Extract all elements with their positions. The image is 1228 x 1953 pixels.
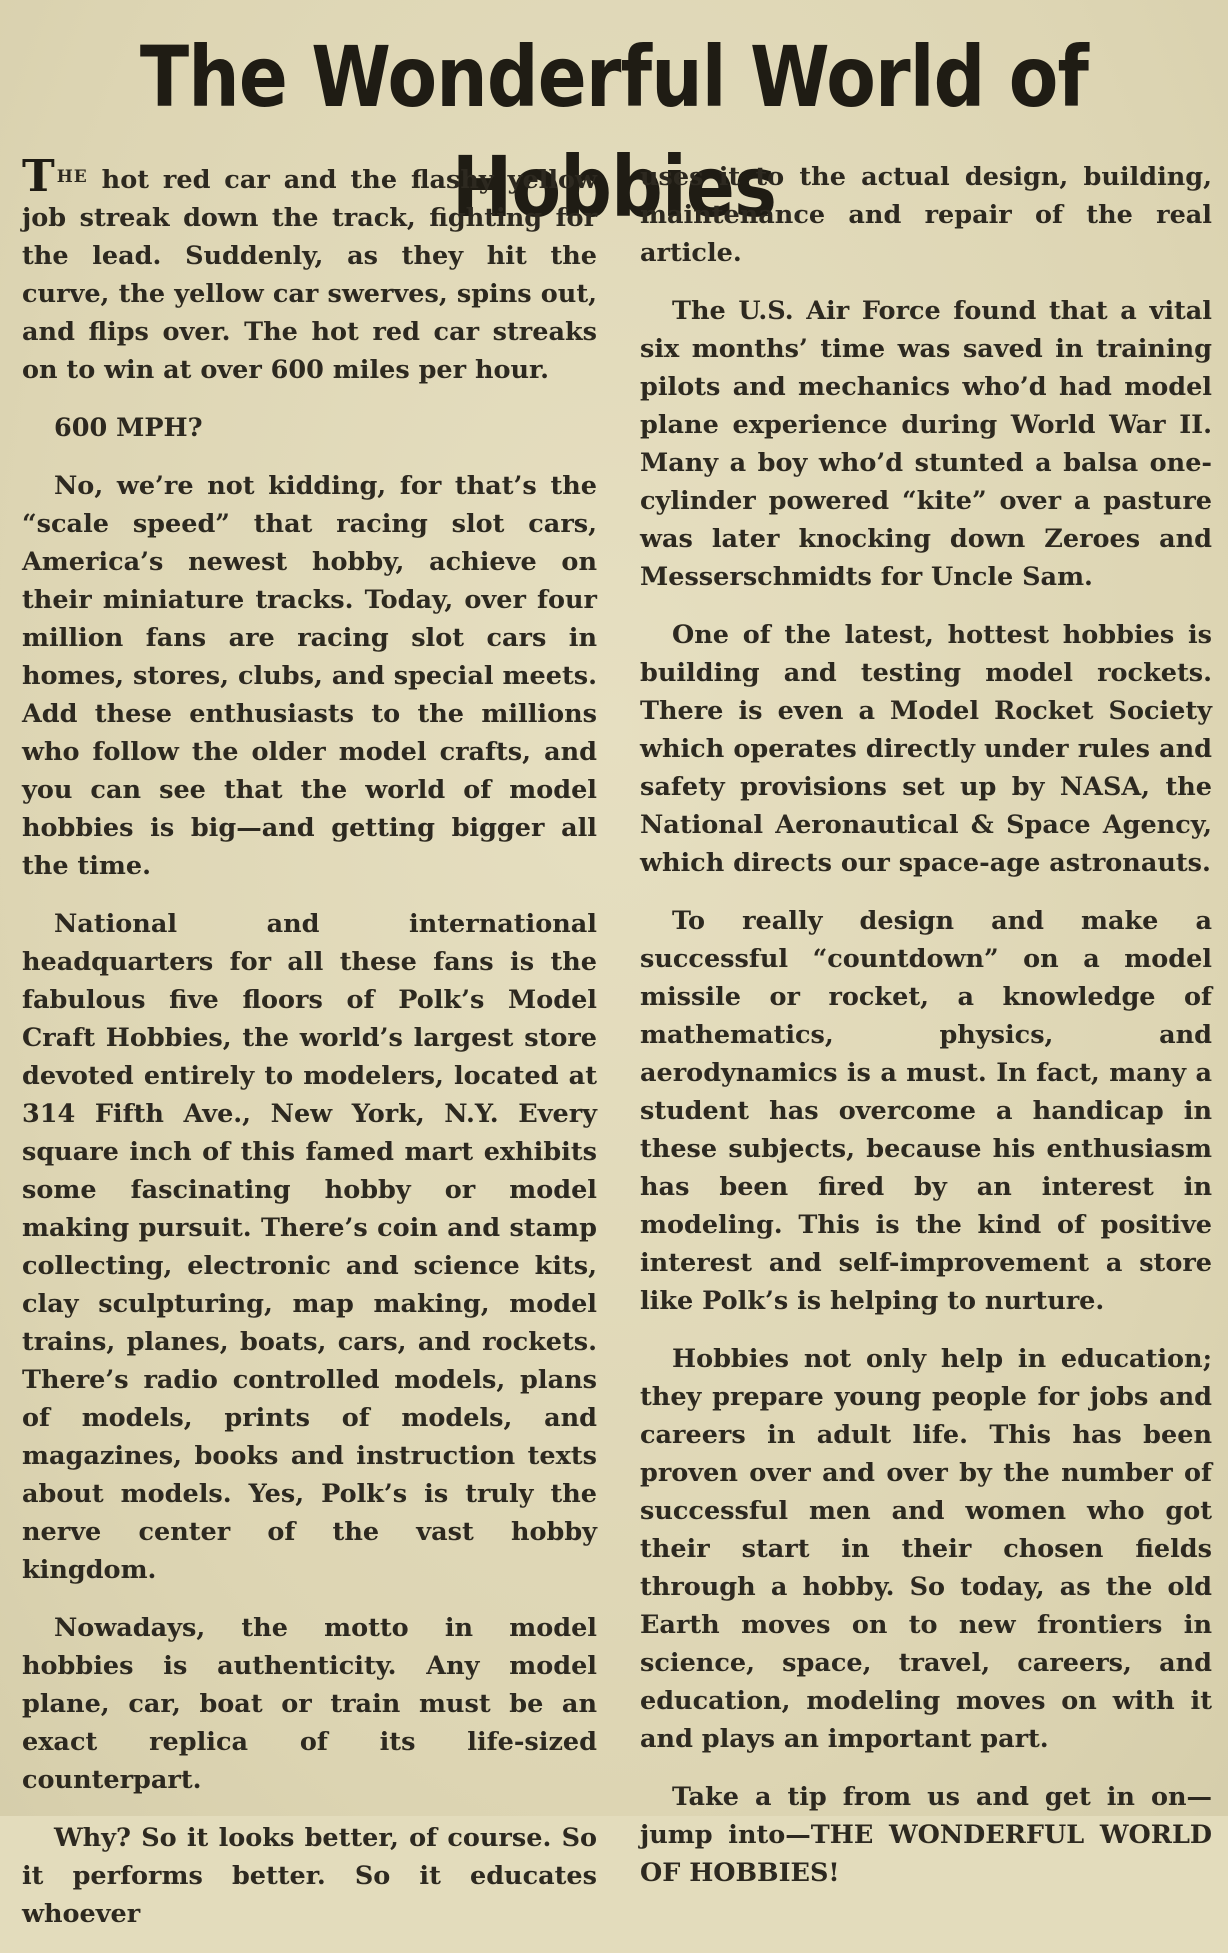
paragraph-headquarters: National and international headquarters for all these fans is the fabulous five floors of Polk’s Model Craft Hobbies, the world’s largest store devoted entirely to modelers, located at 314 Fifth Ave., New York, N.Y. Every square inch of this famed mart exhibits some fascinating hobby or model making pursuit. There’s coin and stamp collecting, electronic and science kits, clay sculpturing, map making, model trains, planes, boats, cars, and rockets. There’s radio controlled models, plans of models, prints of models, and magazines, books and instruction texts about models. Yes, Polk’s is truly the nerve center of the vast hobby kingdom. [22, 909, 597, 1585]
drop-cap: T [22, 151, 55, 202]
left-column [22, 151, 597, 1953]
headline: The Wonderful World of Hobbies [139, 28, 1089, 236]
paragraph-model-rockets: One of the latest, hottest hobbies is building and testing model rockets. There is even a Model Rocket Society which operates directly under rules and safety provisions set up by NASA, the National Aeronautical & Space Agency, which directs our space-age astronauts. [640, 620, 1212, 878]
paragraph-continued: uses it to the actual design, building, maintenance and repair of the real article. [640, 162, 1212, 268]
paragraph-careers: Hobbies not only help in education; they prepare young people for jobs and careers in adult life. This has been proven over and over by the number of successful men and women who got their start in their chosen fields through a hobby. So today, as the old Earth moves on to new frontiers in science, space, travel, careers, and education, modeling moves on with it and plays an important part. [640, 1344, 1212, 1754]
right-column [640, 158, 1212, 1912]
paragraph-countdown: To really design and make a successful “countdown” on a model missile or rocket, a knowledge of mathematics, physics, and aerodynamics is a must. In fact, many a student has overcome a handicap in these subjects, because his enthusiasm has been fired by an interest in modeling. This is the kind of positive interest and self-improvement a store like Polk’s is helping to nurture. [640, 906, 1212, 1316]
paragraph-authenticity: Nowadays, the motto in model hobbies is authenticity. Any model plane, car, boat or train must be an exact replica of its life-sized counterpart. [22, 1613, 597, 1795]
paragraph-why: Why? So it looks better, of course. So it performs better. So it educates whoever [22, 1823, 597, 1929]
drop-cap-continuation: HE [56, 167, 88, 187]
paragraph-opening [22, 151, 597, 389]
paragraph-opening-text: hot red car and the flashy yellow job streak down the track, fighting for the lead. Suddenly, as they hit the curve, the yellow car swerves, spins out, and flips over. The hot red car streaks on to win at over 600 miles per hour. [22, 165, 597, 385]
paragraph-scale-speed: No, we’re not kidding, for that’s the “scale speed” that racing slot cars, America’s newest hobby, achieve on their miniature tracks. Today, over four million fans are racing slot cars in homes, stores, clubs, and special meets. Add these enthusiasts to the millions who follow the older model crafts, and you can see that the world of model hobbies is big—and getting bigger all the time. [22, 471, 597, 881]
paragraph-closing: Take a tip from us and get in on—jump into—THE WONDERFUL WORLD OF HOBBIES! [640, 1782, 1212, 1888]
paragraph-600-mph: 600 MPH? [54, 413, 203, 443]
paragraph-air-force: The U.S. Air Force found that a vital six months’ time was saved in training pilots and mechanics who’d had model plane experience during World War II. Many a boy who’d stunted a balsa one-cylinder powered “kite” over a pasture was later knocking down Zeroes and Messerschmidts for Uncle Sam. [640, 296, 1212, 592]
